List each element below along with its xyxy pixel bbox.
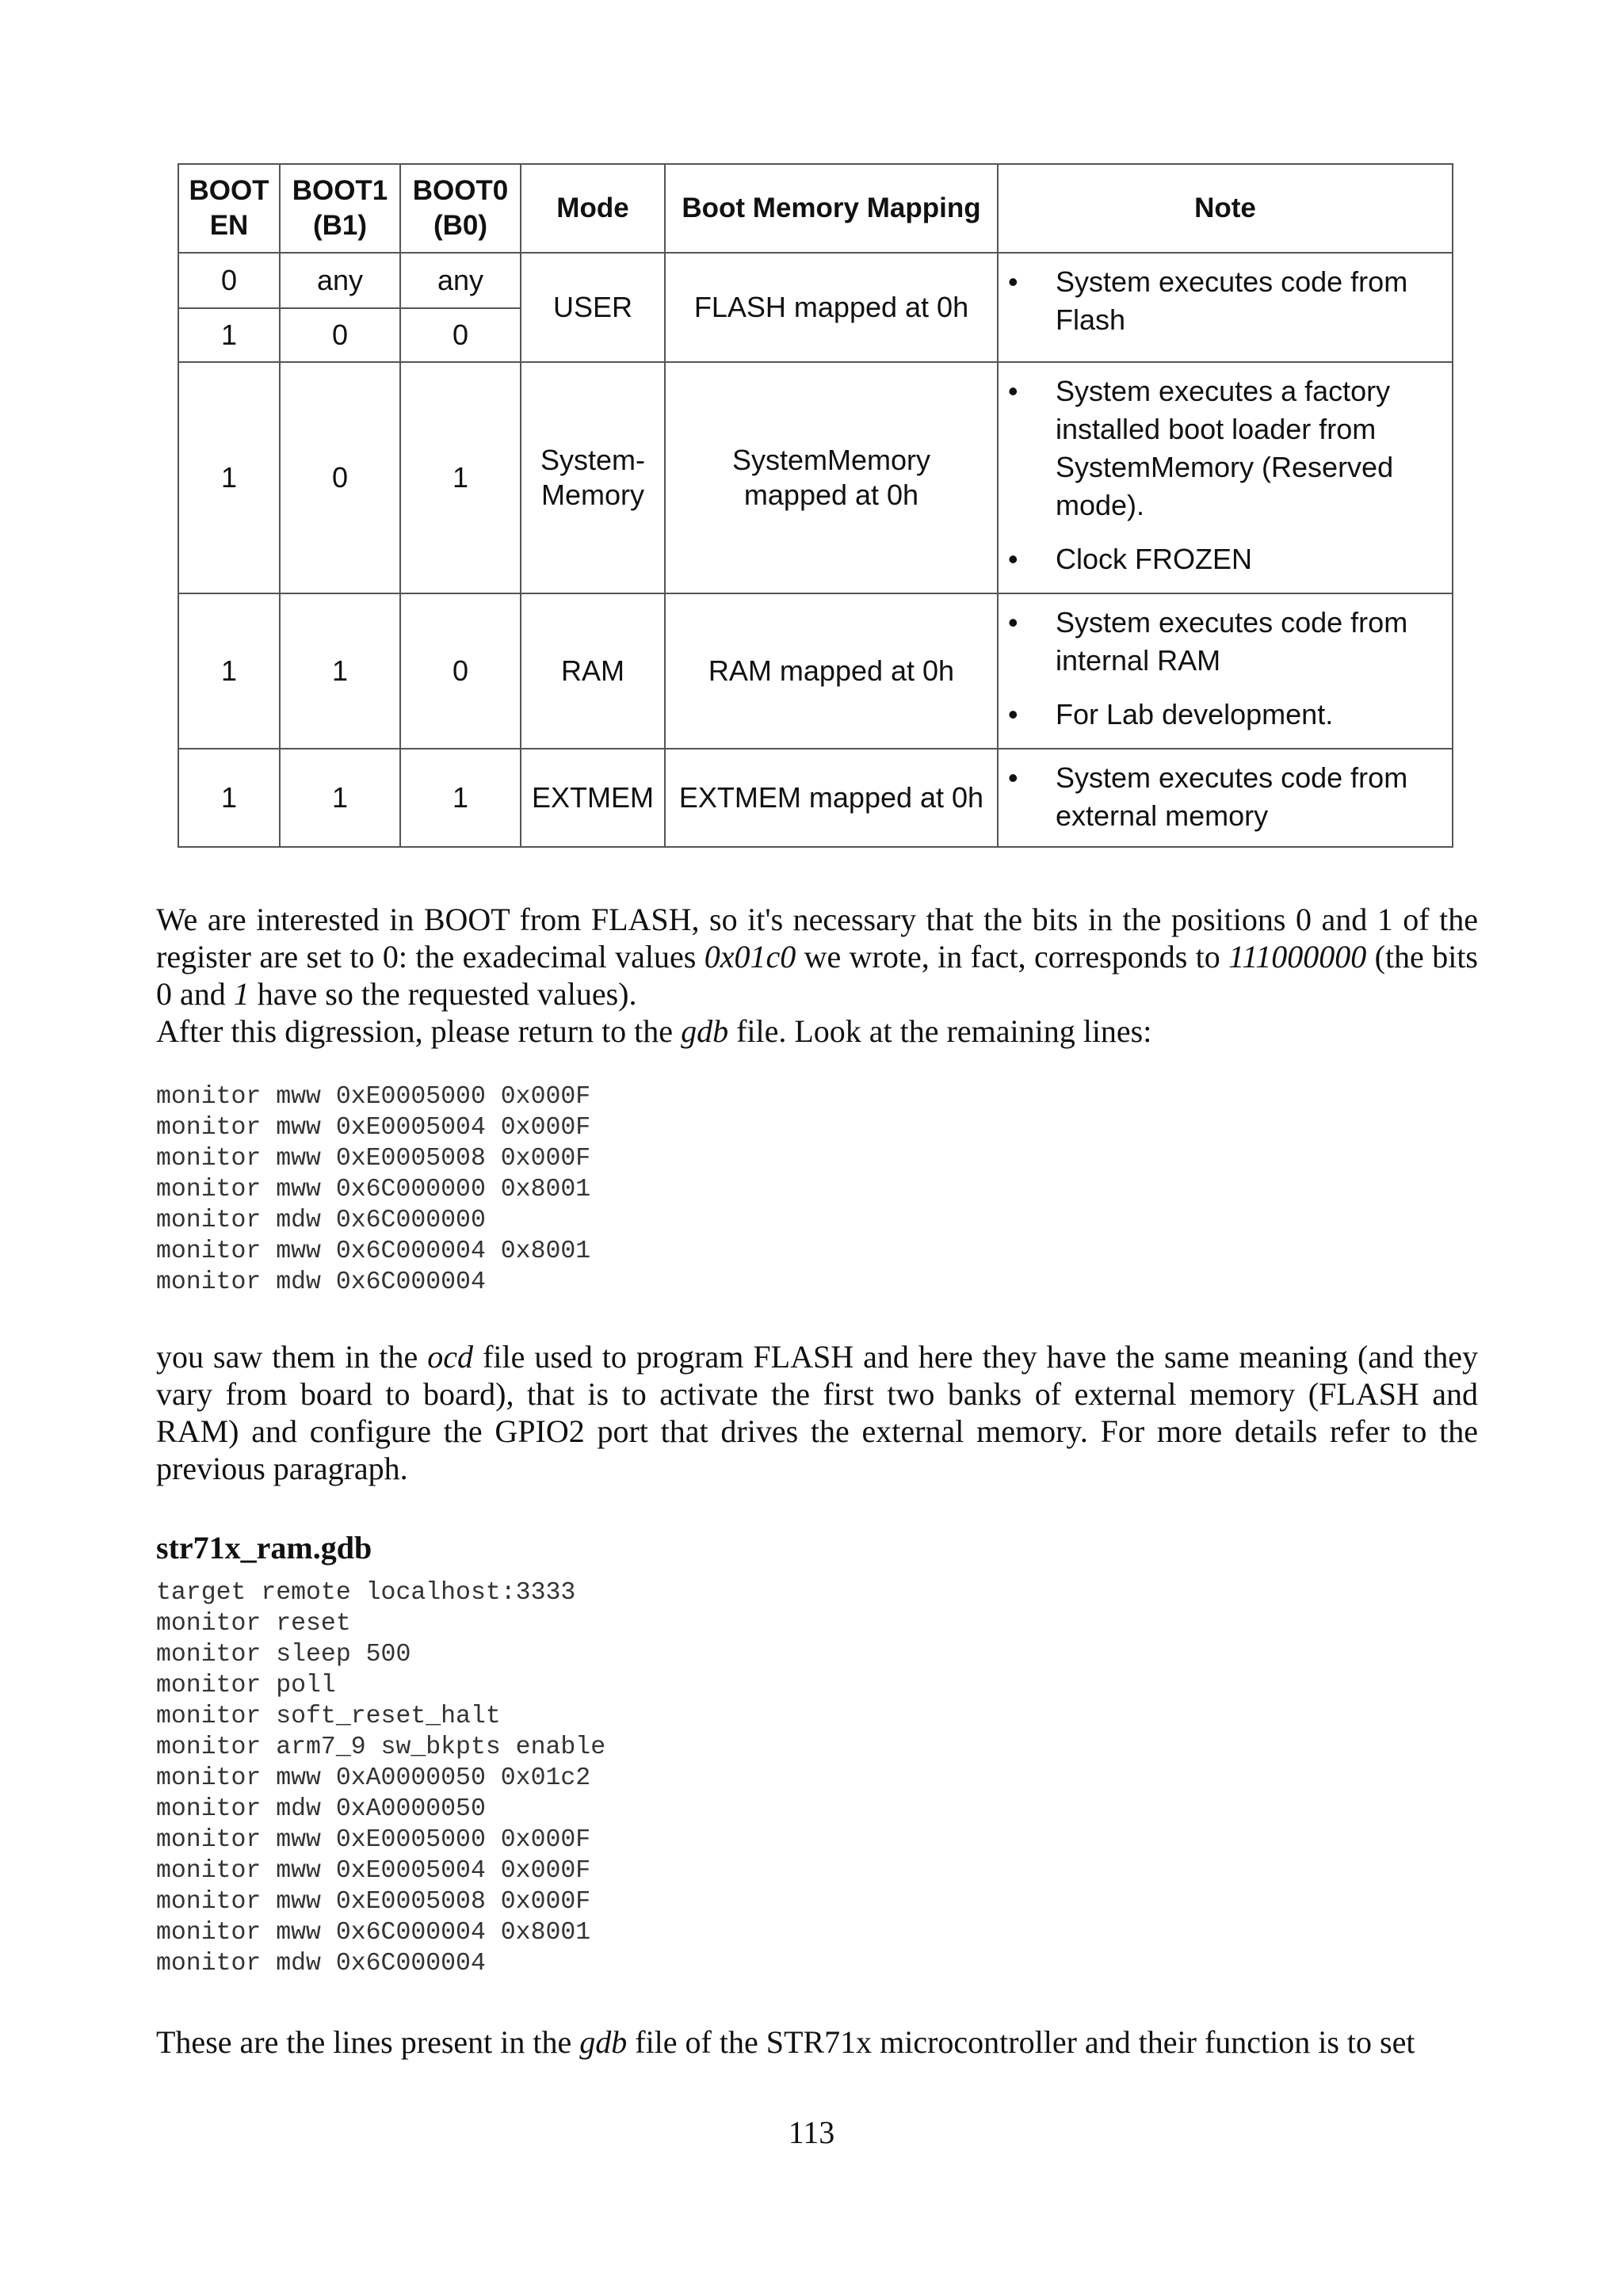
header-boot1: BOOT1 (B1) (280, 164, 400, 253)
code-line: monitor mww 0xE0005008 0x000F (156, 1888, 591, 1916)
cell-boot0: 0 (400, 593, 521, 749)
cell-boot1: 1 (280, 593, 400, 749)
header-boot-en: BOOT EN (178, 164, 280, 253)
table-header-row (178, 164, 1453, 253)
cell-note (998, 749, 1453, 847)
code-line: monitor mww 0x6C000000 0x8001 (156, 1176, 591, 1203)
page-number: 113 (788, 2115, 835, 2150)
code-line: target remote localhost:3333 (156, 1579, 576, 1607)
code-block (156, 1081, 590, 1298)
cell-boot1: 0 (280, 308, 400, 362)
code-block (156, 1577, 605, 1979)
cell-note (998, 593, 1453, 749)
cell-mapping: RAM mapped at 0h (665, 593, 998, 749)
note-item: • Clock FROZEN (1008, 543, 1253, 575)
table-row (178, 362, 1453, 593)
table-row (178, 253, 1453, 308)
code-line: monitor mdw 0x6C000000 (156, 1207, 486, 1234)
body-text-block (156, 901, 1478, 1050)
code-line: monitor reset (156, 1610, 351, 1638)
code-line: monitor sleep 500 (156, 1641, 411, 1669)
body-text-block (156, 2023, 1478, 2061)
note-item: • System executes code from internal RAM (1008, 606, 1408, 677)
code-line: monitor soft_reset_halt (156, 1703, 501, 1730)
table-row (178, 593, 1453, 749)
cell-boot-en: 0 (178, 253, 280, 308)
code-line: monitor arm7_9 sw_bkpts enable (156, 1733, 606, 1761)
cell-boot0: 1 (400, 362, 521, 593)
code-line: monitor mww 0xE0005004 0x000F (156, 1857, 591, 1885)
code-line: monitor mdw 0xA0000050 (156, 1795, 486, 1823)
cell-boot0: 1 (400, 749, 521, 847)
paragraph: After this digression, please return to the gdb file. Look at the remaining lines: (156, 1013, 1152, 1049)
cell-mode: RAM (521, 593, 665, 749)
code-line: monitor mww 0xE0005008 0x000F (156, 1145, 591, 1173)
code-line: monitor mww 0x6C000004 0x8001 (156, 1919, 591, 1947)
header-mapping: Boot Memory Mapping (665, 164, 998, 253)
note-item: • System executes code from external memory (1008, 761, 1408, 832)
cell-boot-en: 1 (178, 593, 280, 749)
section-heading: str71x_ram.gdb (156, 1530, 372, 1566)
table-row (178, 749, 1453, 847)
cell-note (998, 253, 1453, 362)
code-line: monitor mww 0xE0005004 0x000F (156, 1114, 591, 1142)
cell-boot-en: 1 (178, 749, 280, 847)
cell-boot-en: 1 (178, 362, 280, 593)
cell-mapping: FLASH mapped at 0h (665, 253, 998, 362)
paragraph: These are the lines present in the gdb file of the STR71x microcontroller and their function is to set (156, 2024, 1415, 2060)
paragraph: We are interested in BOOT from FLASH, so it's necessary that the bits in the positions 0 and 1 of the register are set to 0: the exadecimal values 0x01c0 we wrote, in fact, corresponds to 111000000 (the bits 0 and 1 have so the requested values). (156, 902, 1478, 1012)
code-line: monitor mww 0xA0000050 0x01c2 (156, 1764, 591, 1792)
body-text-block (156, 1338, 1478, 1487)
code-line: monitor mww 0xE0005000 0x000F (156, 1826, 591, 1854)
cell-mode: USER (521, 253, 665, 362)
boot-mode-table (178, 163, 1453, 848)
note-item: • For Lab development. (1008, 698, 1334, 730)
header-note: Note (998, 164, 1453, 253)
code-line: monitor mdw 0x6C000004 (156, 1950, 486, 1978)
cell-mapping: EXTMEM mapped at 0h (665, 749, 998, 847)
cell-boot1: 0 (280, 362, 400, 593)
cell-boot0: 0 (400, 308, 521, 362)
header-boot0: BOOT0 (B0) (400, 164, 521, 253)
note-item: • System executes code from Flash (1008, 265, 1408, 336)
code-line: monitor poll (156, 1672, 336, 1699)
code-line: monitor mww 0x6C000004 0x8001 (156, 1238, 591, 1265)
note-item: • System executes a factory installed boot loader from SystemMemory (Reserved mode). (1008, 375, 1394, 521)
cell-mode: EXTMEM (521, 749, 665, 847)
cell-mode: System- Memory (521, 362, 665, 593)
header-mode: Mode (521, 164, 665, 253)
cell-boot1: any (280, 253, 400, 308)
cell-note (998, 362, 1453, 593)
cell-mapping: SystemMemory mapped at 0h (665, 362, 998, 593)
cell-boot-en: 1 (178, 308, 280, 362)
cell-boot0: any (400, 253, 521, 308)
paragraph: you saw them in the ocd file used to program FLASH and here they have the same meaning (and they vary from board to board), that is to activate the first two banks of external memory (FLASH and RAM) and configure the GPIO2 port that drives the external memory. For more details refer to the previous paragraph. (156, 1339, 1478, 1486)
cell-boot1: 1 (280, 749, 400, 847)
code-line: monitor mdw 0x6C000004 (156, 1268, 486, 1296)
code-line: monitor mww 0xE0005000 0x000F (156, 1083, 591, 1111)
